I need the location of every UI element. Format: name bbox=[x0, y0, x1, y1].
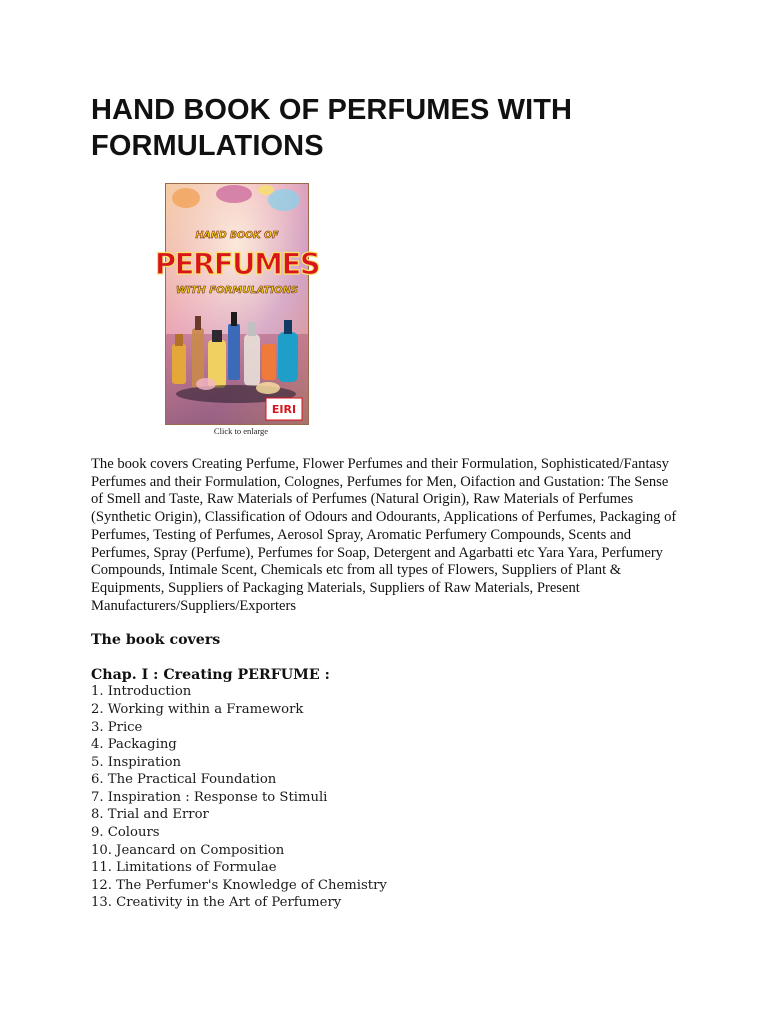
toc-item: 11. Limitations of Formulae bbox=[91, 860, 277, 876]
page-title: HAND BOOK OF PERFUMES WITH FORMULATIONS bbox=[91, 94, 573, 162]
enlarge-link[interactable]: Click to enlarge bbox=[213, 426, 269, 436]
toc-item: 2. Working within a Framework bbox=[91, 701, 304, 717]
toc-item: 4. Packaging bbox=[91, 737, 177, 753]
toc-item: 3. Price bbox=[91, 719, 143, 735]
cover-line-3: WITH FORMULATIONS bbox=[175, 285, 299, 296]
toc-item: 13. Creativity in the Art of Perfumery bbox=[91, 895, 342, 911]
chapter-heading: Chap. I : Creating PERFUME : bbox=[91, 667, 330, 684]
publisher-logo: EIRI bbox=[271, 403, 297, 416]
toc-item: 10. Jeancard on Composition bbox=[91, 842, 285, 858]
toc-item: 12. The Perfumer's Knowledge of Chemistry bbox=[91, 877, 387, 893]
toc-list bbox=[91, 683, 681, 912]
toc-item: 1. Introduction bbox=[91, 684, 192, 700]
document-page bbox=[91, 92, 681, 912]
cover-figure bbox=[154, 183, 320, 436]
toc-item: 6. The Practical Foundation bbox=[91, 772, 277, 788]
intro-paragraph: The book covers Creating Perfume, Flower Perfumes and their Formulation, Sophisticated/Fantasy Perfumes and their Formulation, Colognes, Perfumes for Men, Oifaction and Gustation: The Sense of Smell and Taste, Raw Materials of Perfumes (Natural Origin), Raw Materials of Perfumes (Synthetic Origin), Classification of Odours and Odourants, Applications of Perfumes, Packaging of Perfumes, Testing of Perfumes, Aerosol Spray, Aromatic Perfumery Compounds, Scents and Perfumes, Spray (Perfume), Perfumes for Soap, Detergent and Agarbatti etc Yara Yara, Perfumery Compounds, Intimale Scent, Chemicals etc from all types of Flowers, Suppliers of Plant & Equipments, Suppliers of Packaging Materials, Suppliers of Raw Materials, Present Manufacturers/Suppliers/Exporters bbox=[91, 456, 677, 614]
toc-item: 8. Trial and Error bbox=[91, 807, 209, 823]
book-cover-art bbox=[154, 184, 320, 424]
toc-item: 9. Colours bbox=[91, 825, 160, 841]
toc-item: 7. Inspiration : Response to Stimuli bbox=[91, 789, 328, 805]
section-heading: The book covers bbox=[91, 632, 221, 649]
cover-line-1: HAND BOOK OF bbox=[195, 230, 279, 241]
cover-line-2: PERFUMES bbox=[154, 247, 320, 281]
book-cover-image[interactable] bbox=[154, 183, 320, 425]
toc-item: 5. Inspiration bbox=[91, 754, 182, 770]
